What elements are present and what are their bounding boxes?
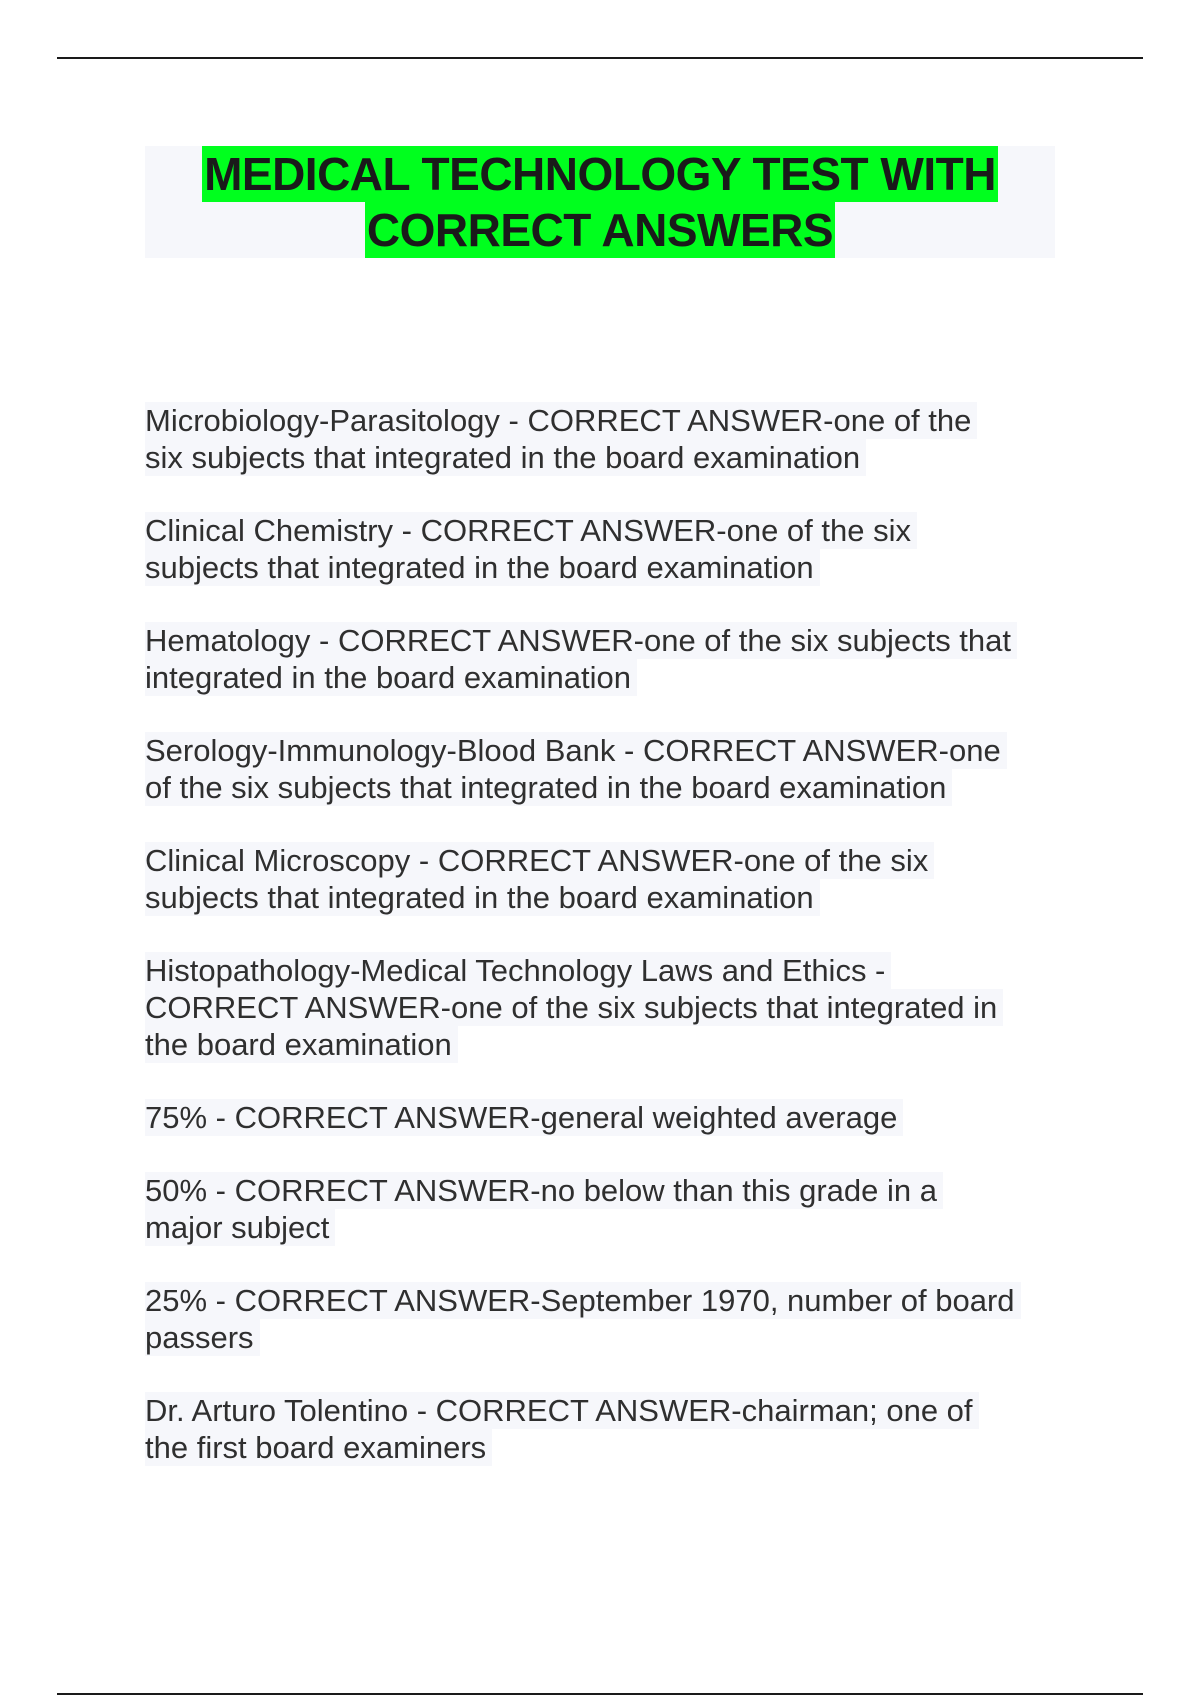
title-line-1: MEDICAL TECHNOLOGY TEST WITH bbox=[204, 148, 996, 200]
qa-line: integrated in the board examination bbox=[145, 659, 637, 696]
footer-rule bbox=[57, 1693, 1143, 1695]
qa-item-hematology bbox=[145, 622, 1017, 696]
qa-line: CORRECT ANSWER-one of the six subjects that integrated in bbox=[145, 989, 1003, 1026]
qa-line: major subject bbox=[145, 1209, 335, 1246]
title-line-2: CORRECT ANSWERS bbox=[366, 204, 834, 256]
qa-item-histopathology-laws-ethics bbox=[145, 952, 1003, 1063]
qa-item-microbiology-parasitology bbox=[145, 402, 977, 476]
qa-line: the board examination bbox=[145, 1026, 458, 1063]
qa-line: six subjects that integrated in the board examination bbox=[145, 439, 866, 476]
qa-line: the first board examiners bbox=[145, 1429, 492, 1466]
qa-item-serology-immunology-blood-bank bbox=[145, 732, 1007, 806]
qa-line: Clinical Microscopy - CORRECT ANSWER-one of the six bbox=[145, 842, 934, 879]
qa-line: 75% - CORRECT ANSWER-general weighted average bbox=[145, 1099, 903, 1136]
document-title bbox=[145, 146, 1055, 258]
qa-line: Dr. Arturo Tolentino - CORRECT ANSWER-chairman; one of bbox=[145, 1392, 979, 1429]
qa-item-25-percent bbox=[145, 1282, 1021, 1356]
qa-line: Hematology - CORRECT ANSWER-one of the six subjects that bbox=[145, 622, 1017, 659]
qa-line: subjects that integrated in the board examination bbox=[145, 549, 820, 586]
qa-item-clinical-chemistry bbox=[145, 512, 917, 586]
qa-list bbox=[145, 402, 1065, 1502]
qa-item-50-percent bbox=[145, 1172, 943, 1246]
qa-line: Clinical Chemistry - CORRECT ANSWER-one of the six bbox=[145, 512, 917, 549]
qa-line: Serology-Immunology-Blood Bank - CORRECT ANSWER-one bbox=[145, 732, 1007, 769]
qa-line: of the six subjects that integrated in the board examination bbox=[145, 769, 952, 806]
qa-line: 50% - CORRECT ANSWER-no below than this grade in a bbox=[145, 1172, 943, 1209]
qa-item-clinical-microscopy bbox=[145, 842, 934, 916]
qa-item-75-percent bbox=[145, 1099, 903, 1136]
header-rule bbox=[57, 57, 1143, 59]
qa-line: 25% - CORRECT ANSWER-September 1970, number of board bbox=[145, 1282, 1021, 1319]
qa-item-arturo-tolentino bbox=[145, 1392, 979, 1466]
qa-line: Histopathology-Medical Technology Laws and Ethics - bbox=[145, 952, 891, 989]
qa-line: subjects that integrated in the board examination bbox=[145, 879, 820, 916]
qa-line: passers bbox=[145, 1319, 260, 1356]
qa-line: Microbiology-Parasitology - CORRECT ANSWER-one of the bbox=[145, 402, 977, 439]
